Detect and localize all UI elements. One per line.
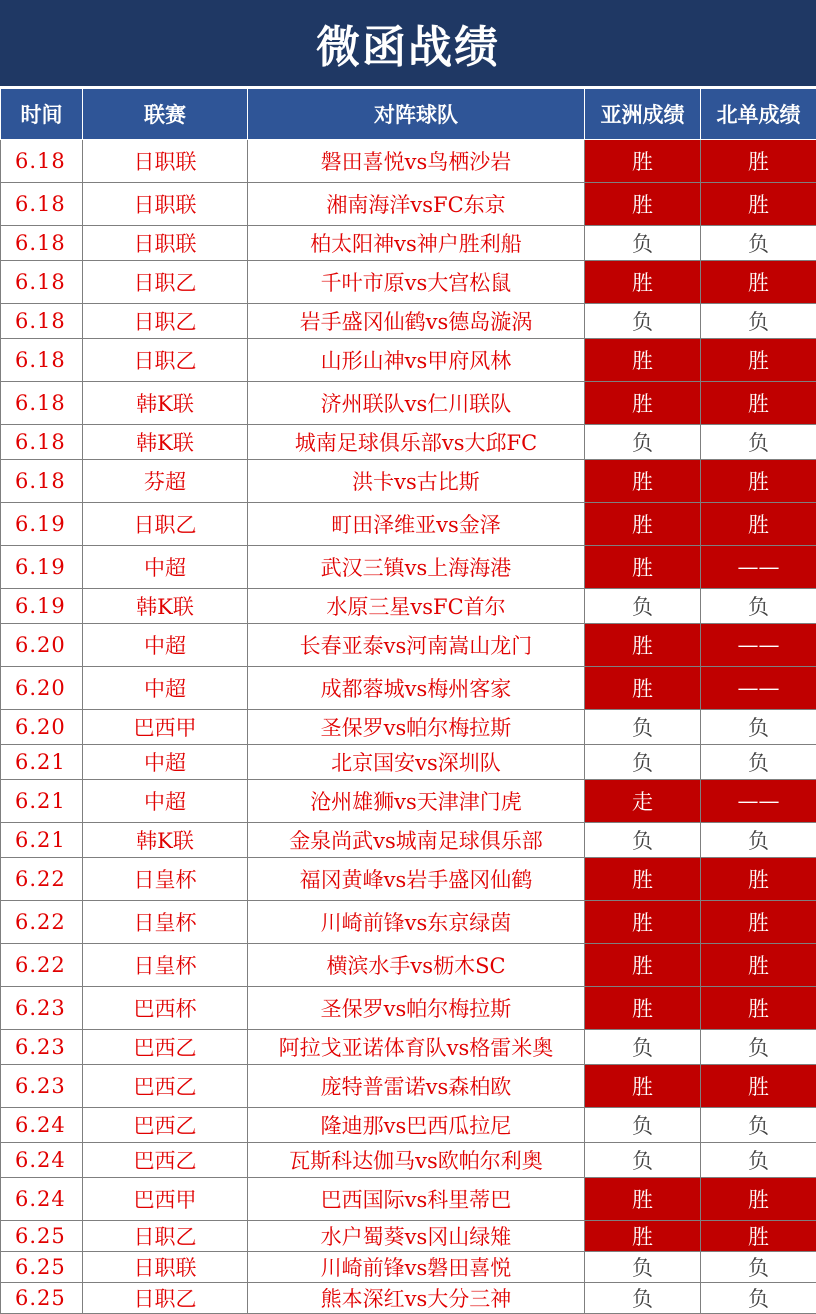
cell-time: 6.21 — [1, 780, 83, 823]
table-row — [1, 667, 816, 710]
cell-north-result: 胜 — [701, 183, 816, 226]
cell-north-result: 负 — [701, 710, 816, 745]
cell-asia-result: 胜 — [585, 183, 701, 226]
cell-match: 长春亚泰vs河南嵩山龙门 — [248, 624, 585, 667]
cell-league: 中超 — [83, 780, 248, 823]
cell-match: 横滨水手vs枥木SC — [248, 944, 585, 987]
cell-north-result: 胜 — [701, 503, 816, 546]
cell-asia-result: 胜 — [585, 944, 701, 987]
table-row — [1, 304, 816, 339]
cell-asia-result: 负 — [585, 1252, 701, 1283]
cell-north-result: 胜 — [701, 987, 816, 1030]
cell-match: 洪卡vs古比斯 — [248, 460, 585, 503]
cell-league: 日职联 — [83, 140, 248, 183]
table-row — [1, 339, 816, 382]
cell-league: 日职联 — [83, 183, 248, 226]
cell-asia-result: 胜 — [585, 1065, 701, 1108]
cell-match: 水户蜀葵vs冈山绿雉 — [248, 1221, 585, 1252]
header-match: 对阵球队 — [248, 89, 585, 140]
cell-league: 日皇杯 — [83, 858, 248, 901]
cell-time: 6.18 — [1, 226, 83, 261]
cell-north-result: 负 — [701, 745, 816, 780]
cell-match: 瓦斯科达伽马vs欧帕尔利奥 — [248, 1143, 585, 1178]
cell-match: 隆迪那vs巴西瓜拉尼 — [248, 1108, 585, 1143]
cell-time: 6.24 — [1, 1178, 83, 1221]
table-row — [1, 546, 816, 589]
table-row — [1, 261, 816, 304]
cell-league: 巴西杯 — [83, 987, 248, 1030]
cell-asia-result: 负 — [585, 226, 701, 261]
table-row — [1, 503, 816, 546]
cell-time: 6.25 — [1, 1252, 83, 1283]
results-table — [0, 88, 816, 1314]
cell-north-result: 胜 — [701, 901, 816, 944]
cell-asia-result: 负 — [585, 425, 701, 460]
table-row — [1, 745, 816, 780]
cell-asia-result: 胜 — [585, 460, 701, 503]
table-row — [1, 425, 816, 460]
cell-north-result: —— — [701, 667, 816, 710]
cell-time: 6.23 — [1, 1065, 83, 1108]
cell-league: 巴西乙 — [83, 1065, 248, 1108]
cell-league: 日职乙 — [83, 1221, 248, 1252]
cell-time: 6.22 — [1, 858, 83, 901]
table-row — [1, 460, 816, 503]
table-row — [1, 183, 816, 226]
cell-match: 柏太阳神vs神户胜利船 — [248, 226, 585, 261]
cell-match: 武汉三镇vs上海海港 — [248, 546, 585, 589]
cell-league: 日职乙 — [83, 1283, 248, 1314]
cell-asia-result: 胜 — [585, 987, 701, 1030]
cell-north-result: 胜 — [701, 261, 816, 304]
cell-time: 6.23 — [1, 1030, 83, 1065]
cell-match: 川崎前锋vs磐田喜悦 — [248, 1252, 585, 1283]
cell-match: 岩手盛冈仙鹤vs德岛漩涡 — [248, 304, 585, 339]
cell-time: 6.22 — [1, 901, 83, 944]
cell-time: 6.18 — [1, 140, 83, 183]
cell-asia-result: 负 — [585, 1143, 701, 1178]
cell-time: 6.18 — [1, 425, 83, 460]
cell-north-result: 胜 — [701, 339, 816, 382]
cell-asia-result: 负 — [585, 823, 701, 858]
header-row — [1, 89, 816, 140]
cell-time: 6.23 — [1, 987, 83, 1030]
cell-league: 巴西乙 — [83, 1030, 248, 1065]
cell-north-result: 负 — [701, 304, 816, 339]
cell-league: 韩K联 — [83, 382, 248, 425]
cell-asia-result: 负 — [585, 1108, 701, 1143]
cell-league: 中超 — [83, 667, 248, 710]
header-asia: 亚洲成绩 — [585, 89, 701, 140]
cell-time: 6.18 — [1, 382, 83, 425]
cell-time: 6.19 — [1, 503, 83, 546]
table-row — [1, 987, 816, 1030]
cell-north-result: 负 — [701, 1283, 816, 1314]
cell-league: 日皇杯 — [83, 901, 248, 944]
table-body — [1, 140, 816, 1314]
cell-asia-result: 胜 — [585, 140, 701, 183]
cell-time: 6.20 — [1, 624, 83, 667]
cell-time: 6.20 — [1, 667, 83, 710]
table-row — [1, 1143, 816, 1178]
cell-north-result: 负 — [701, 1108, 816, 1143]
cell-asia-result: 胜 — [585, 503, 701, 546]
cell-league: 日职乙 — [83, 503, 248, 546]
cell-league: 日职乙 — [83, 304, 248, 339]
table-row — [1, 1178, 816, 1221]
cell-north-result: 胜 — [701, 460, 816, 503]
table-row — [1, 382, 816, 425]
cell-match: 千叶市原vs大宫松鼠 — [248, 261, 585, 304]
table-row — [1, 140, 816, 183]
cell-league: 日皇杯 — [83, 944, 248, 987]
table-row — [1, 1065, 816, 1108]
cell-match: 川崎前锋vs东京绿茵 — [248, 901, 585, 944]
table-row — [1, 944, 816, 987]
table-row — [1, 1221, 816, 1252]
table-row — [1, 1030, 816, 1065]
cell-league: 韩K联 — [83, 589, 248, 624]
cell-match: 金泉尚武vs城南足球俱乐部 — [248, 823, 585, 858]
page-title: 微函战绩 — [0, 0, 816, 88]
cell-time: 6.20 — [1, 710, 83, 745]
cell-league: 日职联 — [83, 1252, 248, 1283]
cell-league: 中超 — [83, 624, 248, 667]
cell-time: 6.18 — [1, 183, 83, 226]
cell-north-result: 负 — [701, 1143, 816, 1178]
header-north: 北单成绩 — [701, 89, 816, 140]
cell-asia-result: 胜 — [585, 901, 701, 944]
cell-north-result: 胜 — [701, 944, 816, 987]
cell-asia-result: 负 — [585, 745, 701, 780]
cell-north-result: 负 — [701, 823, 816, 858]
cell-time: 6.19 — [1, 589, 83, 624]
cell-match: 町田泽维亚vs金泽 — [248, 503, 585, 546]
table-row — [1, 901, 816, 944]
cell-league: 韩K联 — [83, 823, 248, 858]
cell-time: 6.21 — [1, 823, 83, 858]
cell-asia-result: 胜 — [585, 1178, 701, 1221]
cell-time: 6.19 — [1, 546, 83, 589]
cell-asia-result: 胜 — [585, 546, 701, 589]
cell-asia-result: 胜 — [585, 261, 701, 304]
cell-league: 韩K联 — [83, 425, 248, 460]
cell-north-result: 负 — [701, 425, 816, 460]
table-row — [1, 823, 816, 858]
cell-asia-result: 负 — [585, 1283, 701, 1314]
table-row — [1, 1252, 816, 1283]
cell-match: 沧州雄狮vs天津津门虎 — [248, 780, 585, 823]
cell-time: 6.21 — [1, 745, 83, 780]
cell-asia-result: 负 — [585, 710, 701, 745]
cell-north-result: 胜 — [701, 140, 816, 183]
cell-north-result: 负 — [701, 1252, 816, 1283]
cell-match: 山形山神vs甲府风林 — [248, 339, 585, 382]
cell-north-result: 胜 — [701, 382, 816, 425]
cell-league: 巴西甲 — [83, 1178, 248, 1221]
cell-asia-result: 负 — [585, 1030, 701, 1065]
cell-asia-result: 走 — [585, 780, 701, 823]
cell-asia-result: 负 — [585, 589, 701, 624]
cell-time: 6.18 — [1, 304, 83, 339]
table-row — [1, 589, 816, 624]
cell-match: 磐田喜悦vs鸟栖沙岩 — [248, 140, 585, 183]
cell-north-result: —— — [701, 546, 816, 589]
cell-league: 芬超 — [83, 460, 248, 503]
cell-league: 日职乙 — [83, 261, 248, 304]
cell-match: 庞特普雷诺vs森柏欧 — [248, 1065, 585, 1108]
cell-match: 水原三星vsFC首尔 — [248, 589, 585, 624]
cell-north-result: 胜 — [701, 1221, 816, 1252]
cell-league: 中超 — [83, 546, 248, 589]
cell-match: 圣保罗vs帕尔梅拉斯 — [248, 987, 585, 1030]
cell-match: 圣保罗vs帕尔梅拉斯 — [248, 710, 585, 745]
cell-north-result: —— — [701, 624, 816, 667]
cell-north-result: 负 — [701, 226, 816, 261]
cell-time: 6.18 — [1, 460, 83, 503]
cell-time: 6.25 — [1, 1221, 83, 1252]
cell-asia-result: 胜 — [585, 667, 701, 710]
cell-north-result: —— — [701, 780, 816, 823]
cell-league: 巴西乙 — [83, 1143, 248, 1178]
header-time: 时间 — [1, 89, 83, 140]
cell-match: 北京国安vs深圳队 — [248, 745, 585, 780]
table-row — [1, 226, 816, 261]
cell-match: 熊本深红vs大分三神 — [248, 1283, 585, 1314]
table-row — [1, 780, 816, 823]
cell-asia-result: 胜 — [585, 382, 701, 425]
table-row — [1, 1108, 816, 1143]
cell-asia-result: 胜 — [585, 858, 701, 901]
table-row — [1, 858, 816, 901]
cell-match: 巴西国际vs科里蒂巴 — [248, 1178, 585, 1221]
cell-league: 巴西甲 — [83, 710, 248, 745]
cell-asia-result: 胜 — [585, 1221, 701, 1252]
cell-match: 福冈黄峰vs岩手盛冈仙鹤 — [248, 858, 585, 901]
cell-north-result: 负 — [701, 1030, 816, 1065]
table-row — [1, 710, 816, 745]
cell-asia-result: 胜 — [585, 624, 701, 667]
cell-match: 城南足球俱乐部vs大邱FC — [248, 425, 585, 460]
table-row — [1, 624, 816, 667]
cell-north-result: 胜 — [701, 1065, 816, 1108]
cell-time: 6.24 — [1, 1108, 83, 1143]
cell-league: 巴西乙 — [83, 1108, 248, 1143]
header-league: 联赛 — [83, 89, 248, 140]
cell-north-result: 胜 — [701, 1178, 816, 1221]
cell-time: 6.22 — [1, 944, 83, 987]
cell-league: 日职联 — [83, 226, 248, 261]
cell-match: 济州联队vs仁川联队 — [248, 382, 585, 425]
cell-match: 成都蓉城vs梅州客家 — [248, 667, 585, 710]
cell-asia-result: 负 — [585, 304, 701, 339]
cell-north-result: 胜 — [701, 858, 816, 901]
cell-league: 中超 — [83, 745, 248, 780]
cell-north-result: 负 — [701, 589, 816, 624]
cell-time: 6.25 — [1, 1283, 83, 1314]
cell-time: 6.18 — [1, 261, 83, 304]
cell-time: 6.24 — [1, 1143, 83, 1178]
cell-asia-result: 胜 — [585, 339, 701, 382]
cell-time: 6.18 — [1, 339, 83, 382]
cell-league: 日职乙 — [83, 339, 248, 382]
cell-match: 阿拉戈亚诺体育队vs格雷米奥 — [248, 1030, 585, 1065]
cell-match: 湘南海洋vsFC东京 — [248, 183, 585, 226]
